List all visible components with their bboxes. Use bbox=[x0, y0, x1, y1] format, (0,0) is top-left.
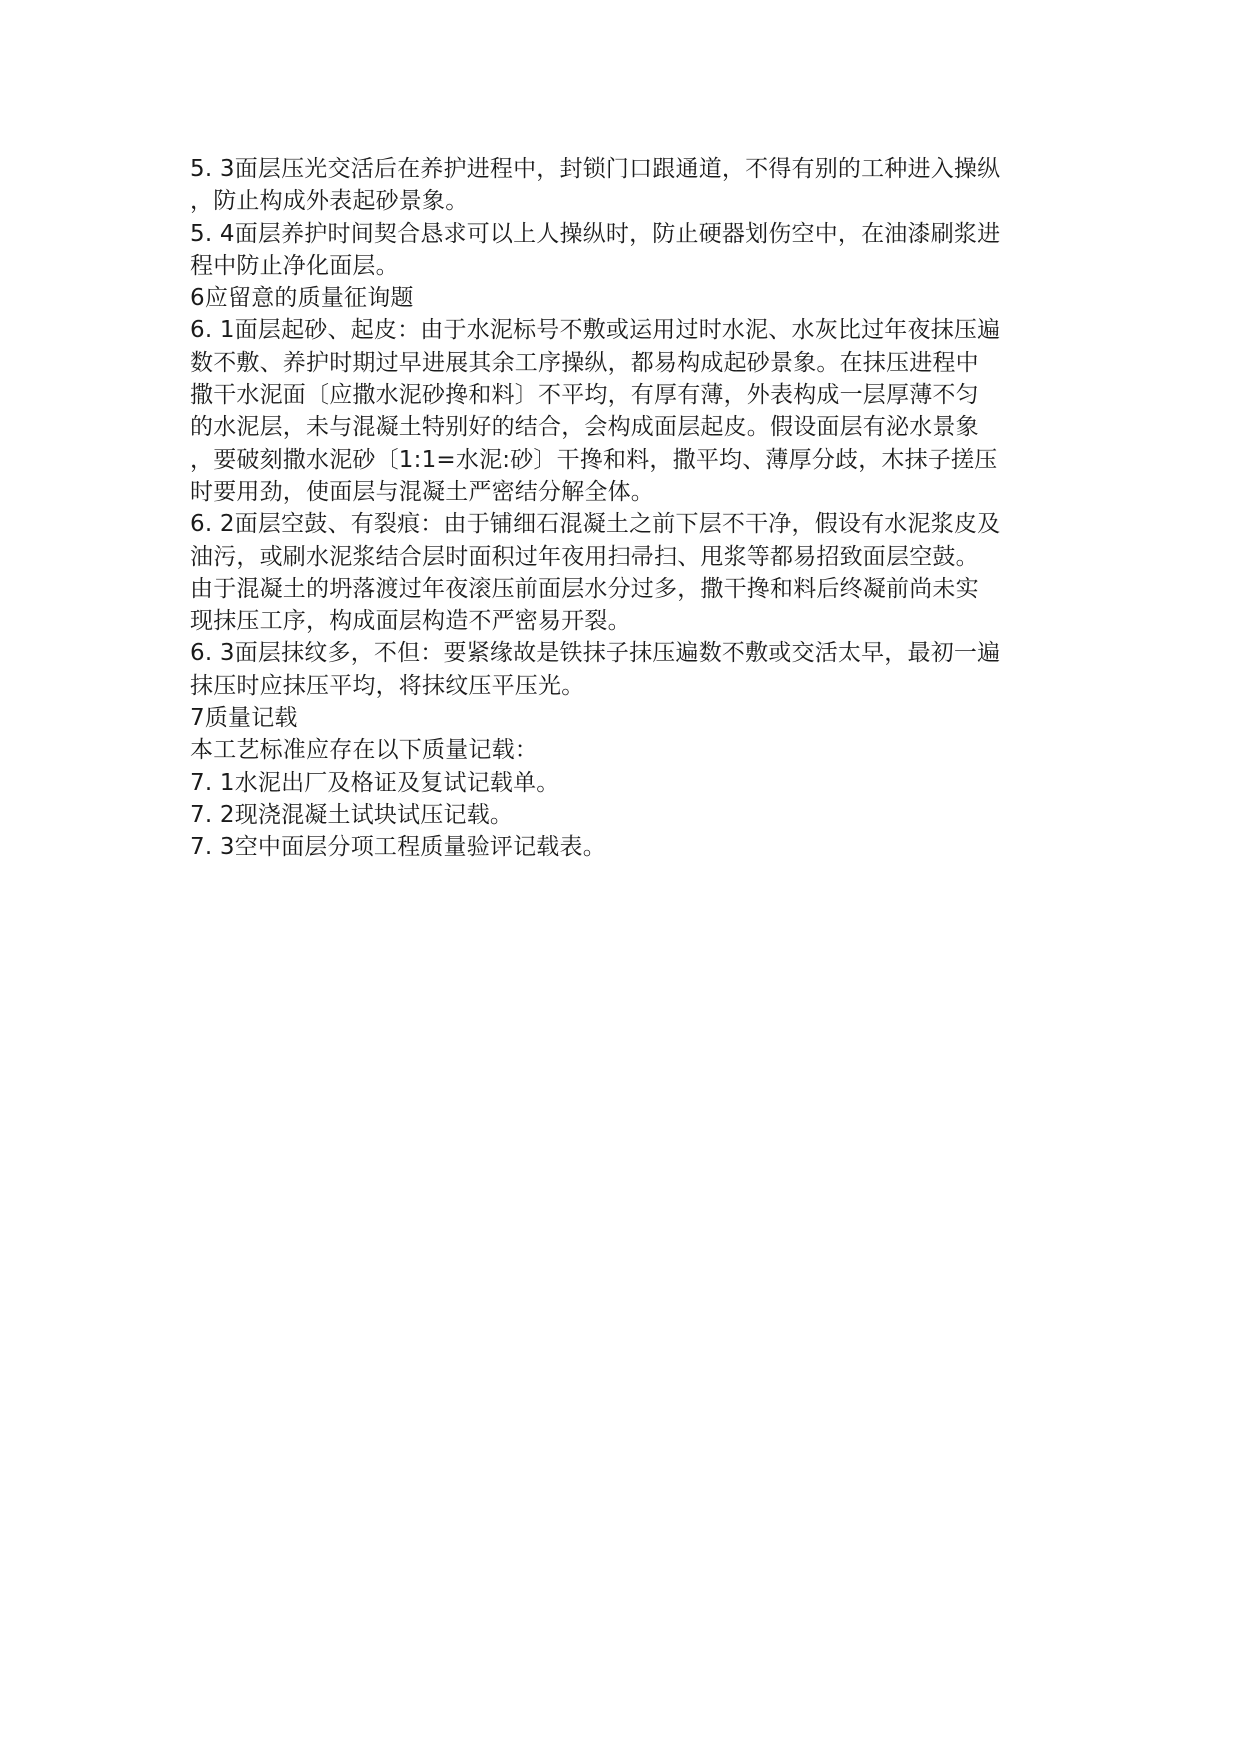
text-line: ，要破刻撒水泥砂〔1:1=水泥:砂〕干搀和料，撒平均、薄厚分歧，木抹子搓压 bbox=[190, 446, 998, 473]
text-line: 撒干水泥面〔应撒水泥砂搀和料〕不平均，有厚有薄，外表构成一层厚薄不匀 bbox=[190, 382, 979, 409]
text-line: 7. 3空中面层分项工程质量验评记载表。 bbox=[190, 834, 606, 861]
section-heading: 6应留意的质量征询题 bbox=[190, 285, 414, 312]
text-line: 6. 1面层起砂、起皮：由于水泥标号不敷或运用过时水泥、水灰比过年夜抹压遍 bbox=[190, 317, 1001, 344]
text-line: 抹压时应抹压平均，将抹纹压平压光。 bbox=[190, 672, 585, 699]
text-line: 7. 2现浇混凝土试块试压记载。 bbox=[190, 801, 514, 828]
text-line: 本工艺标准应存在以下质量记载： bbox=[190, 737, 538, 764]
text-line: 程中防止净化面层。 bbox=[190, 252, 399, 279]
text-line: 油污，或刷水泥浆结合层时面积过年夜用扫帚扫、甩浆等都易招致面层空鼓。 bbox=[190, 543, 979, 570]
text-line: 6. 3面层抹纹多，不但：要紧缘故是铁抹子抹压遍数不敷或交活太早，最初一遍 bbox=[190, 640, 1001, 667]
text-line: 时要用劲，使面层与混凝土严密结分解全体。 bbox=[190, 478, 654, 505]
text-line: 6. 2面层空鼓、有裂痕：由于铺细石混凝土之前下层不干净，假设有水泥浆皮及 bbox=[190, 511, 1001, 538]
text-line: 的水泥层，未与混凝土特别好的结合，会构成面层起皮。假设面层有泌水景象 bbox=[190, 414, 979, 441]
text-line: 现抹压工序，构成面层构造不严密易开裂。 bbox=[190, 608, 631, 635]
text-line: 7. 1水泥出厂及格证及复试记载单。 bbox=[190, 769, 560, 796]
document-body bbox=[190, 153, 1060, 864]
text-line: ，防止构成外表起砂景象。 bbox=[190, 188, 469, 215]
section-heading: 7质量记载 bbox=[190, 705, 298, 732]
text-line: 5. 3面层压光交活后在养护进程中，封锁门口跟通道，不得有别的工种进入操纵 bbox=[190, 156, 1001, 182]
text-line: 数不敷、养护时期过早进展其余工序操纵，都易构成起砂景象。在抹压进程中 bbox=[190, 349, 979, 376]
text-line: 由于混凝土的坍落渡过年夜滚压前面层水分过多，撒干搀和料后终凝前尚未实 bbox=[190, 575, 979, 602]
text-line: 5. 4面层养护时间契合恳求可以上人操纵时，防止硬器划伤空中，在油漆刷浆进 bbox=[190, 220, 1001, 247]
